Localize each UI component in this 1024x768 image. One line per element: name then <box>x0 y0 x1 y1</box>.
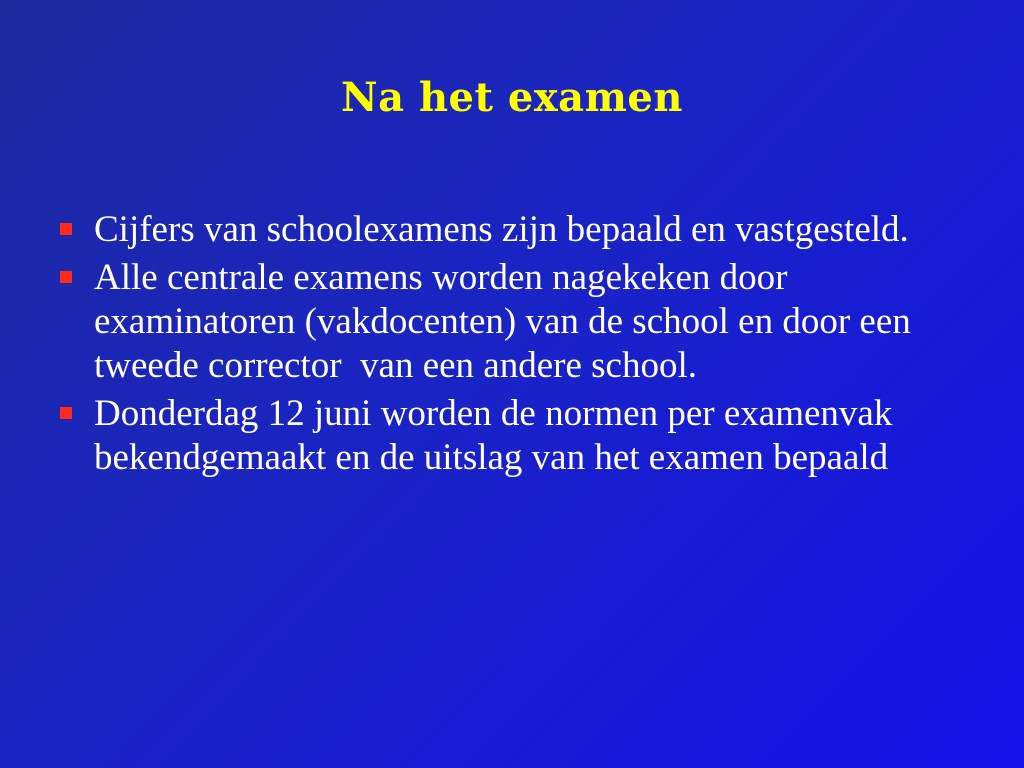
bullet-text: Cijfers van schoolexamens zijn bepaald en vastgesteld. <box>94 209 909 250</box>
bullet-item <box>56 392 976 480</box>
bullet-item <box>56 256 976 388</box>
bullet-text: Alle centrale examens worden nagekeken door examinatoren (vakdocenten) van de school en door een tweede corrector van een andere school. <box>94 257 920 386</box>
square-bullet-icon <box>60 223 72 235</box>
square-bullet-icon <box>60 407 72 419</box>
bullet-text: Donderdag 12 juni worden de normen per examenvak bekendgemaakt en de uitslag van het examen bepaald <box>94 393 902 478</box>
bullet-list <box>56 208 976 484</box>
bullet-item <box>56 208 976 252</box>
slide-title: Na het examen <box>341 74 683 121</box>
square-bullet-icon <box>60 271 72 283</box>
